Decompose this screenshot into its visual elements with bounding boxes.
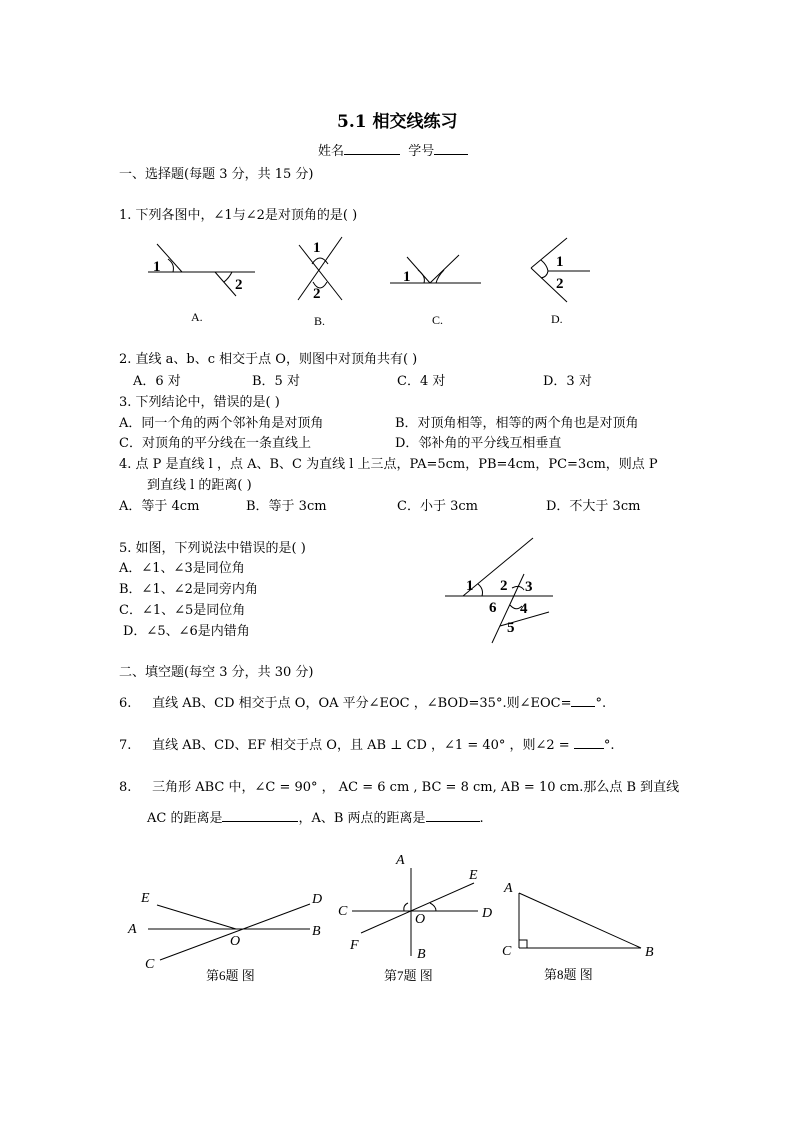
q4-option-d: D．不大于 3cm — [546, 499, 641, 514]
q1-a-label-2: 2 — [235, 277, 243, 293]
fig7-label-c: C — [338, 904, 348, 919]
q8-text-line1: 三角形 ABC 中，∠C = 90° ， AC = 6 cm , BC = 8 cm, AB = 10 cm.那么点 B 到直线 — [152, 780, 680, 795]
q5-stem: 5. 如图，下列说法中错误的是( ) — [119, 541, 306, 556]
q3-option-a: A．同一个角的两个邻补角是对顶角 — [119, 416, 324, 431]
fig8-label-a: A — [504, 881, 513, 896]
fig6-label-c: C — [145, 957, 155, 972]
q4-option-b: B．等于 3cm — [246, 499, 327, 514]
q4-stem-line2: 到直线 l 的距离( ) — [147, 478, 252, 493]
q4-option-c: C．小于 3cm — [397, 499, 478, 514]
q1-caption-c: C. — [432, 313, 444, 327]
section-1-heading: 一、选择题(每题 3 分，共 15 分) — [119, 167, 314, 182]
q8-text-c: . — [479, 811, 484, 826]
q2-option-c: C．4 对 — [397, 374, 446, 389]
fig7-caption: 第7题 图 — [384, 968, 433, 983]
page-title: 5.1 相交线练习 — [337, 112, 458, 132]
q5-option-c: C．∠1、∠5是同位角 — [119, 603, 246, 618]
q5-option-b: B．∠1、∠2是同旁内角 — [119, 582, 258, 597]
q6-text-a: 直线 AB、CD 相交于点 O，OA 平分∠EOC ，∠BOD=35°.则∠EOC= — [152, 696, 572, 711]
fig6-label-b: B — [312, 924, 321, 939]
q4-option-a: A．等于 4cm — [119, 499, 200, 514]
q3-option-d: D．邻补角的平分线互相垂直 — [395, 436, 562, 451]
name-label: 姓名 — [318, 144, 345, 159]
q5-option-a: A．∠1、∠3是同位角 — [119, 561, 245, 576]
fig7-label-e: E — [469, 868, 478, 883]
fig7-label-a: A — [396, 853, 405, 868]
q3-option-b: B．对顶角相等，相等的两个角也是对顶角 — [395, 416, 639, 431]
q5-label-6: 6 — [489, 600, 497, 616]
q6-text-b: °. — [595, 696, 607, 711]
q3-stem: 3. 下列结论中，错误的是( ) — [119, 395, 280, 410]
fig6-label-a: A — [128, 922, 137, 937]
q5-label-3: 3 — [525, 579, 533, 595]
q1-stem: 1. 下列各图中，∠1与∠2是对顶角的是( ) — [119, 208, 358, 223]
q4-stem-line1: 4. 点 P 是直线 l ，点 A、B、C 为直线 l 上三点，PA=5cm，PB=4cm，PC=3cm，则点 P — [119, 457, 658, 472]
q1-caption-b: B. — [314, 314, 326, 328]
fig8-caption: 第8题 图 — [544, 967, 593, 982]
q5-label-5: 5 — [507, 620, 515, 636]
fig7-label-f: F — [350, 938, 359, 953]
q6-number: 6. — [119, 696, 132, 711]
q1-caption-d: D. — [551, 312, 563, 326]
fig8-label-b: B — [645, 945, 654, 960]
q5-label-1: 1 — [466, 578, 474, 594]
q5-label-4: 4 — [520, 601, 528, 617]
q8-text-a: AC 的距离是 — [147, 811, 223, 826]
fig6-caption: 第6题 图 — [206, 968, 255, 983]
q8-number: 8. — [119, 780, 132, 795]
q2-option-b: B．5 对 — [252, 374, 300, 389]
q2-option-d: D．3 对 — [543, 374, 592, 389]
id-label: 学号 — [408, 144, 435, 159]
q1-d-label-2: 2 — [556, 276, 564, 292]
q8-text-b: ，A、B 两点的距离是 — [298, 811, 426, 826]
q3-option-c: C．对顶角的平分线在一条直线上 — [119, 436, 311, 451]
q1-d-label-1: 1 — [556, 254, 564, 270]
fig7-label-o: O — [415, 912, 426, 927]
fig6-label-d: D — [312, 892, 323, 907]
q2-option-a: A．6 对 — [133, 374, 181, 389]
q1-b-label-1: 1 — [313, 240, 321, 256]
q1-caption-a: A. — [191, 310, 203, 324]
q1-a-label-1: 1 — [153, 259, 161, 275]
q5-label-2: 2 — [500, 578, 508, 594]
fig6-label-o: O — [230, 934, 241, 949]
fig7-label-b: B — [417, 947, 426, 962]
q7-text-b: °. — [603, 738, 615, 753]
q7-text-a: 直线 AB、CD、EF 相交于点 O，且 AB ⊥ CD ，∠1 = 40° ，则∠2 = — [152, 738, 570, 753]
fig6-label-e: E — [141, 891, 150, 906]
q5-option-d: D．∠5、∠6是内错角 — [123, 624, 250, 639]
section-2-heading: 二、填空题(每空 3 分，共 30 分) — [119, 665, 314, 680]
q1-b-label-2: 2 — [313, 286, 321, 302]
fig7-label-d: D — [482, 906, 493, 921]
fig8-label-c: C — [502, 944, 512, 959]
q2-stem: 2. 直线 a、b、c 相交于点 O，则图中对顶角共有( ) — [119, 352, 418, 367]
q7-number: 7. — [119, 738, 132, 753]
q1-c-label-1: 1 — [403, 269, 411, 285]
